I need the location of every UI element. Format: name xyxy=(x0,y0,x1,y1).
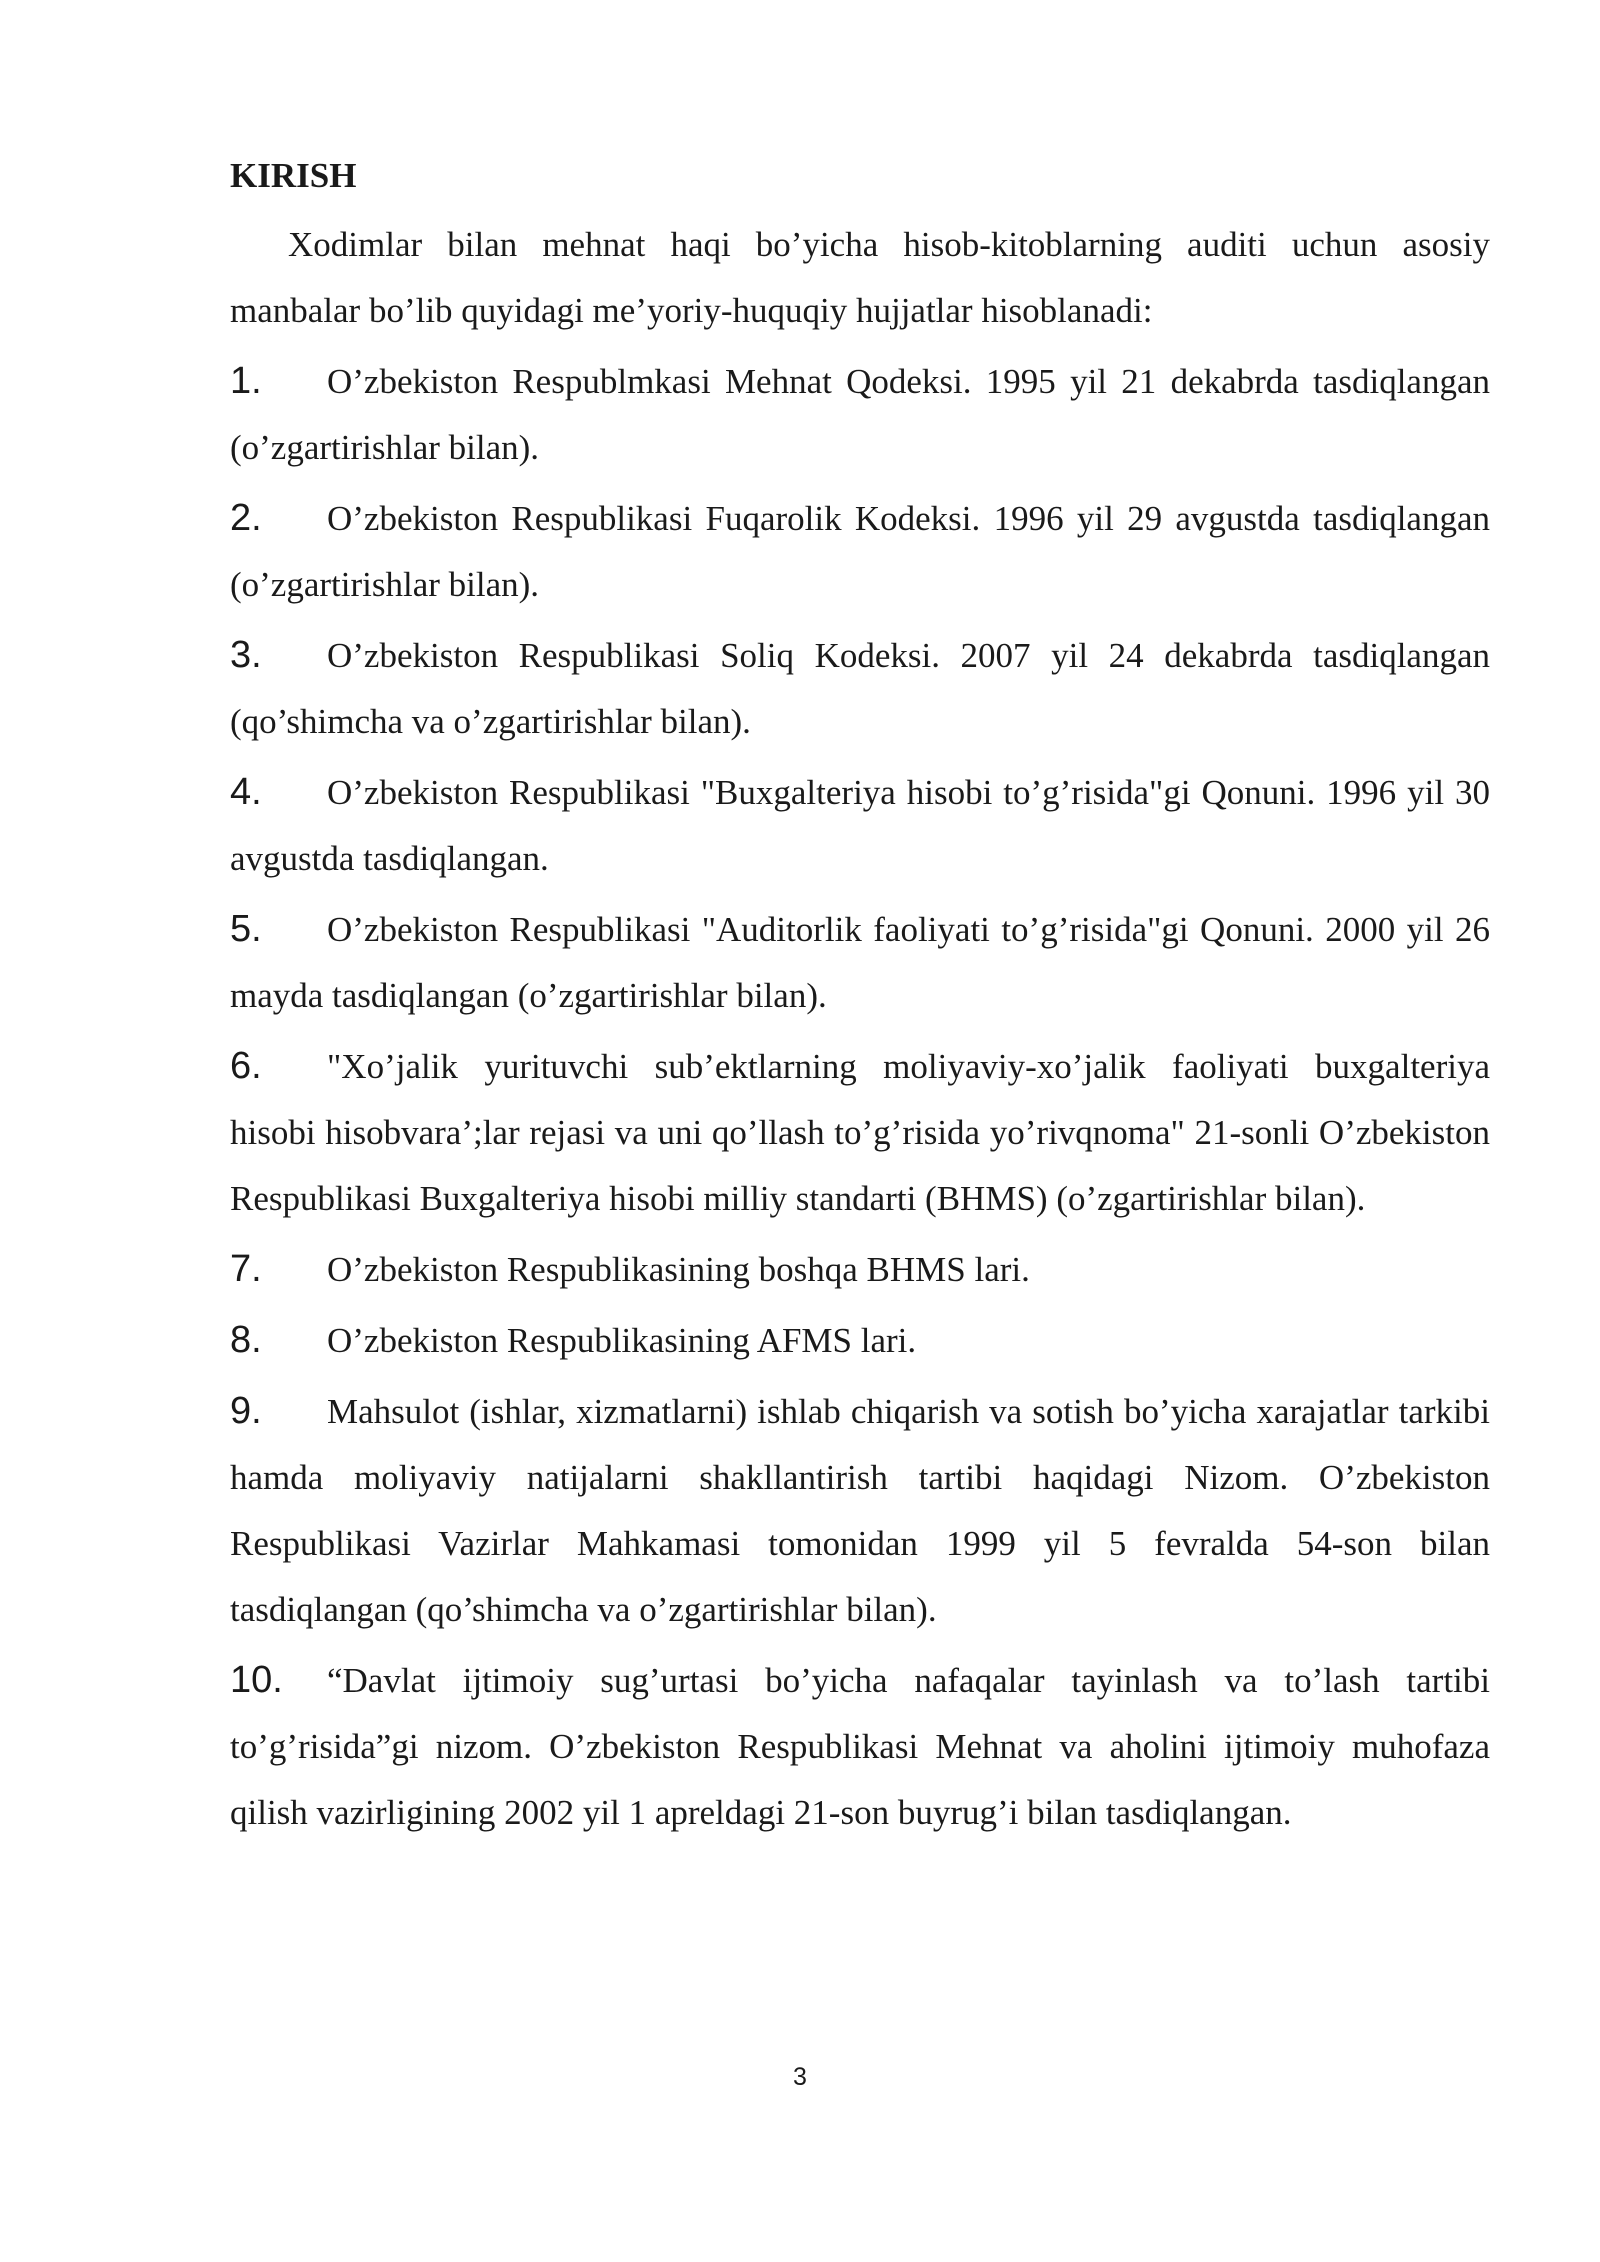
list-item-number: 8. xyxy=(230,1319,262,1361)
list-item-number: 5. xyxy=(230,908,262,950)
list-item-text: Mahsulot (ishlar, xizmatlarni) ishlab chiqarish va sotish bo’yicha xarajatlar tarkibi hamda moliyaviy natijalarni shakllantirish tartibi haqidagi Nizom. O’zbekiston Respublikasi Vazirlar Mahkamasi tomonidan 1999 yil 5 fevralda 54-son bilan tasdiqlangan (qo’shimcha va o’zgartirishlar bilan). xyxy=(230,1392,1490,1629)
list-item-text: O’zbekiston Respublikasi Fuqarolik Kodeksi. 1996 yil 29 avgustda tasdiqlangan (o’zgartirishlar bilan). xyxy=(230,499,1490,604)
list-item xyxy=(230,1236,1490,1303)
list-item xyxy=(230,348,1490,481)
list-item-number: 7. xyxy=(230,1248,262,1290)
list-item-text: O’zbekiston Respublmkasi Mehnat Qodeksi. 1995 yil 21 dekabrda tasdiqlangan (o’zgartirishlar bilan). xyxy=(230,362,1490,467)
page-number: 3 xyxy=(793,2063,807,2091)
section-heading: KIRISH xyxy=(230,156,357,195)
list-item-number: 6. xyxy=(230,1045,262,1087)
document-page xyxy=(230,150,1490,1850)
list-item xyxy=(230,622,1490,755)
list-item-number: 9. xyxy=(230,1390,262,1432)
list-item-number: 10. xyxy=(230,1659,283,1701)
intro-paragraph: Xodimlar bilan mehnat haqi bo’yicha hisob-kitoblarning auditi uchun asosiy manbalar bo’lib quyidagi me’yoriy-huquqiy hujjatlar hisoblanadi: xyxy=(230,225,1490,330)
list-item-text: O’zbekiston Respublikasining AFMS lari. xyxy=(327,1321,917,1360)
list-item xyxy=(230,485,1490,618)
list-item xyxy=(230,1033,1490,1232)
list-item-text: "Xo’jalik yurituvchi sub’ektlarning moliyaviy-xo’jalik faoliyati buxgalteriya hisobi hisobvara’;lar rejasi va uni qo’llash to’g’risida yo’rivqnoma" 21-sonli O’zbekiston Respublikasi Buxgalteriya hisobi milliy standarti (BHMS) (o’zgartirishlar bilan). xyxy=(230,1047,1490,1218)
list-item-number: 1. xyxy=(230,360,262,402)
list-item-text: O’zbekiston Respublikasi "Auditorlik faoliyati to’g’risida"gi Qonuni. 2000 yil 26 mayda tasdiqlangan (o’zgartirishlar bilan). xyxy=(230,910,1490,1015)
list-item-text: “Davlat ijtimoiy sug’urtasi bo’yicha nafaqalar tayinlash va to’lash tartibi to’g’risida”gi nizom. O’zbekiston Respublikasi Mehnat va aholini ijtimoiy muhofaza qilish vazirligining 2002 yil 1 apreldagi 21-son buyrug’i bilan tasdiqlangan. xyxy=(230,1661,1490,1832)
list-item xyxy=(230,759,1490,892)
legal-sources-list xyxy=(230,348,1490,1846)
list-item xyxy=(230,896,1490,1029)
list-item-text: O’zbekiston Respublikasining boshqa BHMS lari. xyxy=(327,1250,1030,1289)
list-item xyxy=(230,1378,1490,1643)
list-item-text: O’zbekiston Respublikasi "Buxgalteriya hisobi to’g’risida"gi Qonuni. 1996 yil 30 avgustda tasdiqlangan. xyxy=(230,773,1490,878)
list-item-number: 2. xyxy=(230,497,262,539)
list-item-number: 3. xyxy=(230,634,262,676)
list-item-text: O’zbekiston Respublikasi Soliq Kodeksi. 2007 yil 24 dekabrda tasdiqlangan (qo’shimcha va o’zgartirishlar bilan). xyxy=(230,636,1490,741)
list-item-number: 4. xyxy=(230,771,262,813)
list-item xyxy=(230,1647,1490,1846)
list-item xyxy=(230,1307,1490,1374)
